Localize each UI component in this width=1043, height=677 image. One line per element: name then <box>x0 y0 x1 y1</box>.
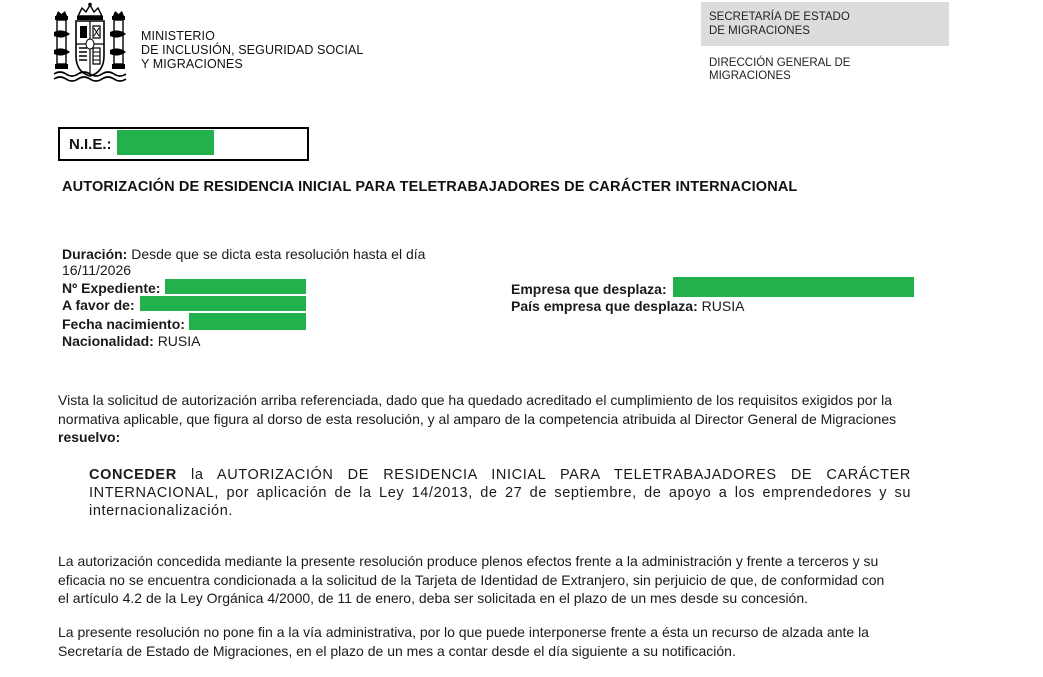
resuelvo-label: resuelvo: <box>58 429 121 445</box>
secretaria-header-box <box>701 2 949 46</box>
concede-paragraph <box>89 466 911 520</box>
favor-row <box>62 297 135 313</box>
favor-label: A favor de: <box>62 297 135 313</box>
recurso-line-2: Secretaría de Estado de Migraciones, en el plazo de un mes a contar desde el día siguiente a su notificación. <box>58 642 736 659</box>
direccion-line-1: DIRECCIÓN GENERAL DE <box>709 57 851 69</box>
nacimiento-label: Fecha nacimiento: <box>62 316 185 332</box>
nacionalidad-value: RUSIA <box>157 333 201 349</box>
concede-bold: CONCEDER <box>89 467 177 483</box>
duracion-date: 16/11/2026 <box>62 262 132 278</box>
efectos-line-1: La autorización concedida mediante la presente resolución produce plenos efectos frente a la administración y frente a terceros y su <box>58 553 879 569</box>
pais-label: País empresa que desplaza: <box>511 298 698 314</box>
expediente-redaction <box>165 279 306 294</box>
secretaria-line-1: SECRETARÍA DE ESTADO <box>709 11 850 23</box>
nacimiento-row <box>62 316 185 332</box>
nacimiento-redaction <box>189 313 306 330</box>
pais-row <box>511 298 744 314</box>
duracion-value: Desde que se dicta esta resolución hasta el día <box>131 246 426 262</box>
vista-line-2: normativa aplicable, que figura al dorso de esta resolución, y al amparo de la competencia atribuida al Director General de Migraciones <box>58 410 897 427</box>
efectos-line-2: eficacia no se encuentra condicionada a la solicitud de la Tarjeta de Identidad de Extranjero, sin perjuicio de que, de conformidad con <box>58 571 885 588</box>
nacionalidad-label: Nacionalidad: <box>62 333 154 349</box>
efectos-line-3: el artículo 4.2 de la Ley Orgánica 4/2000, de 11 de enero, deba ser solicitada en el plazo de un mes desde su concesión. <box>58 590 809 606</box>
concede-text: la AUTORIZACIÓN DE RESIDENCIA INICIAL PARA TELETRABAJADORES DE CARÁCTER INTERNACIONAL, por aplicación de la Ley 14/2013, de 27 de septiembre, de apoyo a los emprendedores y su internacionalización. <box>89 467 911 519</box>
expediente-row <box>62 280 160 296</box>
ministry-line-3: Y MIGRACIONES <box>141 57 243 71</box>
spain-coat-of-arms-icon <box>52 2 128 84</box>
empresa-label: Empresa que desplaza: <box>511 281 667 297</box>
duracion-label: Duración: <box>62 246 128 262</box>
direccion-general <box>709 57 850 83</box>
vista-paragraph <box>58 391 896 447</box>
efectos-paragraph <box>58 552 884 608</box>
document-title: AUTORIZACIÓN DE RESIDENCIA INICIAL PARA TELETRABAJADORES DE CARÁCTER INTERNACIONAL <box>62 179 798 195</box>
empresa-row <box>511 281 667 297</box>
ministry-line-1: MINISTERIO <box>141 29 215 43</box>
nacionalidad-row <box>62 333 200 349</box>
ministry-line-2: DE INCLUSIÓN, SEGURIDAD SOCIAL <box>141 43 364 57</box>
nie-redaction <box>117 130 214 155</box>
secretaria-line-2: DE MIGRACIONES <box>709 25 810 37</box>
duracion-row <box>62 246 425 262</box>
favor-redaction <box>140 296 306 311</box>
empresa-redaction <box>673 277 914 297</box>
direccion-line-2: MIGRACIONES <box>709 70 791 82</box>
recurso-paragraph <box>58 623 869 660</box>
nie-label: N.I.E.: <box>69 136 112 153</box>
recurso-line-1: La presente resolución no pone fin a la vía administrativa, por lo que puede interponerse frente a ésta un recurso de alzada ante la <box>58 624 869 640</box>
pais-value: RUSIA <box>701 298 745 314</box>
vista-line-1: Vista la solicitud de autorización arriba referenciada, dado que ha quedado acreditado el cumplimiento de los requisitos exigidos por la <box>58 392 893 408</box>
expediente-label: Nº Expediente: <box>62 280 161 296</box>
ministry-name <box>141 29 364 71</box>
